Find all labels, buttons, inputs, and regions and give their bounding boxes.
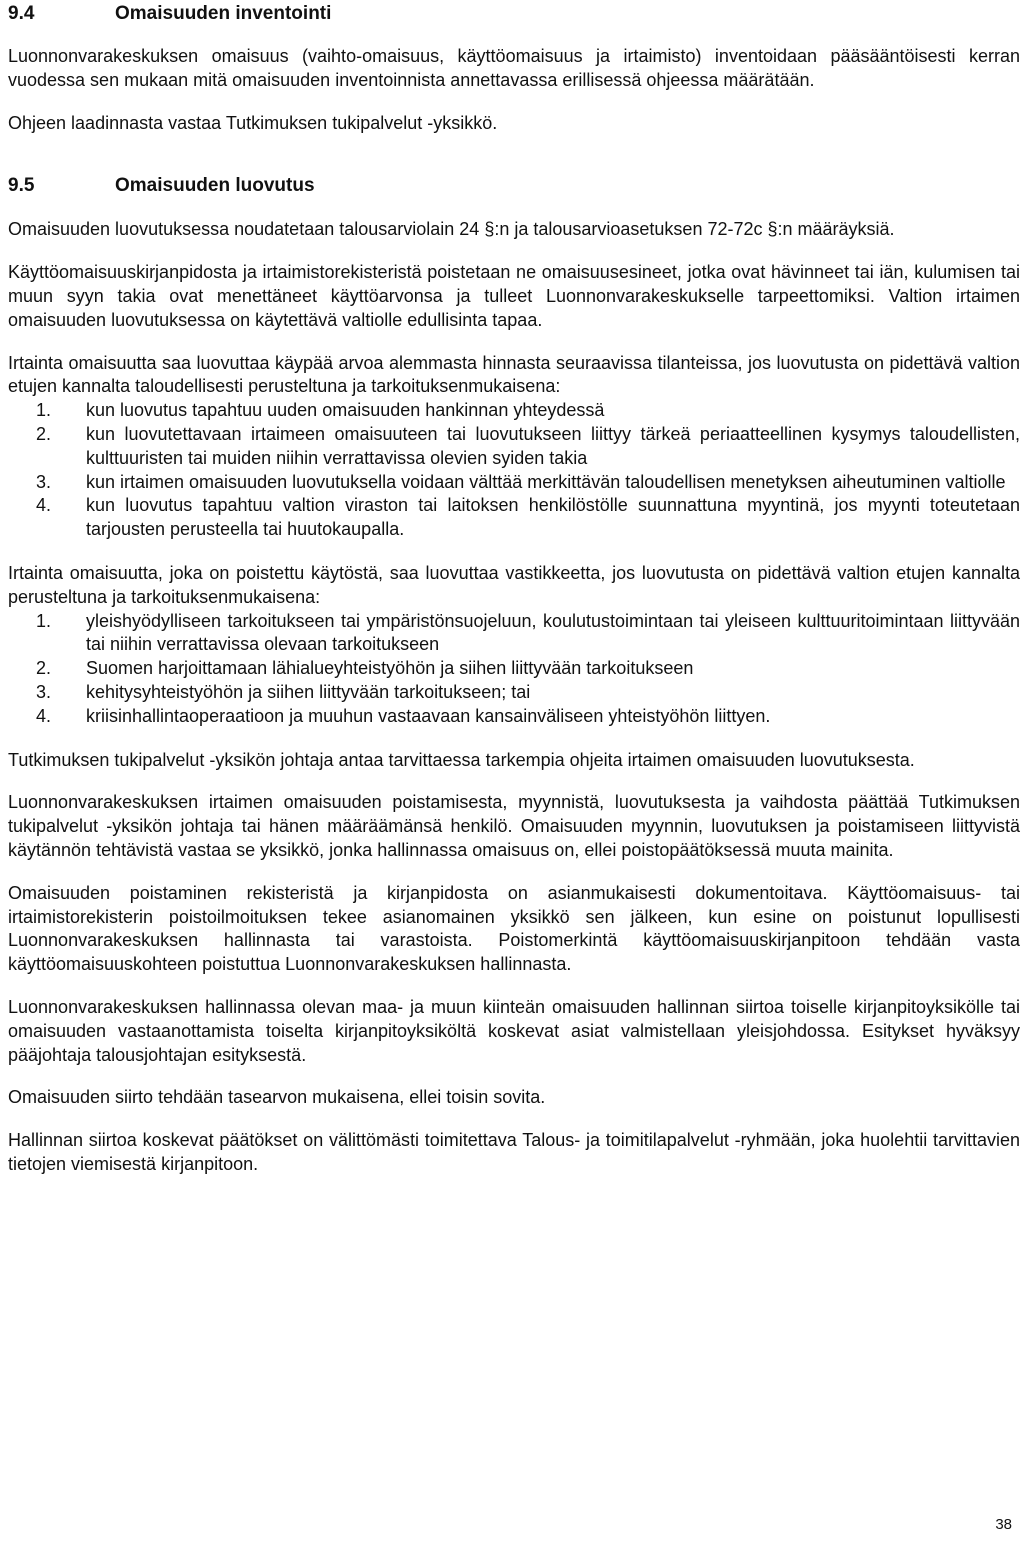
- list-number: 2.: [36, 423, 52, 444]
- list-text: kehitysyhteistyöhön ja siihen liittyvään tarkoitukseen; tai: [86, 681, 531, 702]
- list-number: 3.: [36, 471, 52, 492]
- section-title: Omaisuuden luovutus: [115, 175, 315, 197]
- paragraph: Käyttöomaisuuskirjanpidosta ja irtaimistorekisteristä poistetaan ne omaisuusesineet, jotka ovat hävinneet tai iän, kulumisen tai muun syyn takia ovat menettäneet käyttöarvonsa ja tulleet Luonnonvarakeskukselle tarpeettomiksi. Valtion irtaimen omaisuuden luovutuksessa on käytettävä valtiolle edullisinta tapaa.: [8, 262, 1020, 330]
- list-item: [8, 494, 1020, 542]
- list-text: kun luovutettavaan irtaimeen omaisuuteen tai luovutukseen liittyy tärkeä periaatteellinen kysymys taloudellisten, kulttuuristen tai muiden niihin verrattavissa olevien syiden takia: [86, 423, 1020, 468]
- list-number: 2.: [36, 658, 52, 679]
- list-item: [8, 423, 1020, 471]
- paragraph: Tutkimuksen tukipalvelut -yksikön johtaja antaa tarvittaessa tarkempia ohjeita irtaimen omaisuuden luovutuksesta.: [8, 749, 915, 770]
- paragraph: Irtainta omaisuutta, joka on poistettu käytöstä, saa luovuttaa vastikkeetta, jos luovutusta on pidettävä valtion etujen kannalta perusteltuna ja tarkoituksenmukaisena:: [8, 562, 1020, 607]
- list-item: [8, 681, 1020, 705]
- numbered-list: [8, 610, 1020, 729]
- list-item: [8, 705, 1020, 729]
- paragraph: Ohjeen laadinnasta vastaa Tutkimuksen tukipalvelut -yksikkö.: [8, 112, 498, 133]
- paragraph: Luonnonvarakeskuksen hallinnassa olevan maa- ja muun kiinteän omaisuuden hallinnan siirtoa toiselle kirjanpitoyksikölle tai omaisuuden vastaanottamista toiselta kirjanpitoyksiköltä koskevat asiat valmistellaan yleisjohdossa. Esitykset hyväksyy pääjohtaja talousjohtajan esityksestä.: [8, 996, 1020, 1065]
- list-text: Suomen harjoittamaan lähialueyhteistyöhön ja siihen liittyvään tarkoitukseen: [86, 658, 694, 679]
- document-page: [8, 2, 1020, 1177]
- section-title: Omaisuuden inventointi: [115, 3, 332, 24]
- paragraph: Omaisuuden siirto tehdään tasearvon mukaisena, ellei toisin sovita.: [8, 1087, 546, 1108]
- section-heading-9-4: [8, 2, 1020, 26]
- list-text: kriisinhallintaoperaatioon ja muuhun vastaavaan kansainväliseen yhteistyöhön liittyen.: [86, 705, 771, 726]
- list-number: 4.: [36, 495, 52, 516]
- list-number: 4.: [36, 705, 52, 726]
- paragraph: Luonnonvarakeskuksen omaisuus (vaihto-omaisuus, käyttöomaisuus ja irtaimisto) inventoidaan pääsääntöisesti kerran vuodessa sen mukaan mitä omaisuuden inventoinnista annettavassa erillisessä ohjeessa määrätään.: [8, 46, 1020, 90]
- list-number: 1.: [36, 610, 52, 631]
- paragraph: Omaisuuden luovutuksessa noudatetaan talousarviolain 24 §:n ja talousarvioasetuksen 72-72c §:n määräyksiä.: [8, 219, 895, 240]
- section-number: 9.5: [8, 175, 35, 197]
- paragraph: Omaisuuden poistaminen rekisteristä ja kirjanpidosta on asianmukaisesti dokumentoitava. Käyttöomaisuus- tai irtaimistorekisterin poistoilmoituksen tekee asianomainen yksikkö sen jälkeen, kun esine on poistunut lopullisesti Luonnonvarakeskuksen hallinnasta tai varastoista. Poistomerkintä käyttöomaisuuskirjanpitoon tehdään vasta käyttöomaisuuskohteen poistuttua Luonnonvarakeskuksen hallinnasta.: [8, 882, 1020, 975]
- list-item: [8, 471, 1020, 495]
- section-number: 9.4: [8, 3, 35, 24]
- list-text: kun luovutus tapahtuu valtion viraston tai laitoksen henkilöstölle suunnattuna myyntinä, jos myynti toteutetaan tarjousten perusteella tai huutokaupalla.: [86, 495, 1020, 540]
- list-text: yleishyödylliseen tarkoitukseen tai ympäristönsuojeluun, koulutustoimintaan tai yleiseen kulttuuritoimintaan liittyvään tai niihin verrattavissa olevaan tarkoitukseen: [86, 610, 1020, 655]
- list-item: [8, 657, 1020, 681]
- paragraph: Hallinnan siirtoa koskevat päätökset on välittömästi toimitettava Talous- ja toimitilapalvelut -ryhmään, joka huolehtii tarvittavien tietojen viemisestä kirjanpitoon.: [8, 1130, 1020, 1174]
- list-item: [8, 610, 1020, 658]
- list-item: [8, 399, 1020, 423]
- paragraph: Luonnonvarakeskuksen irtaimen omaisuuden poistamisesta, myynnistä, luovutuksesta ja vaihdosta päättää Tutkimuksen tukipalvelut -yksikön johtaja tai hänen määräämänsä henkilö. Omaisuuden myynnin, luovutuksen ja poistamiseen liittyvistä käytännön tehtävistä vastaa se yksikkö, jonka hallinnassa omaisuus on, ellei poistopäätöksessä muuta mainita.: [8, 792, 1020, 860]
- list-text: kun irtaimen omaisuuden luovutuksella voidaan välttää merkittävän taloudellisen menetyksen aiheutuminen valtiolle: [86, 471, 1006, 492]
- list-text: kun luovutus tapahtuu uuden omaisuuden hankinnan yhteydessä: [86, 400, 605, 421]
- section-heading-9-5: [8, 174, 1020, 198]
- list-number: 1.: [36, 400, 52, 421]
- numbered-list: [8, 399, 1020, 542]
- page-number: 38: [995, 1516, 1012, 1533]
- paragraph: Irtainta omaisuutta saa luovuttaa käypää arvoa alemmasta hinnasta seuraavissa tilanteissa, jos luovutusta on pidettävä valtion etujen kannalta taloudellisesti perusteltuna ja tarkoituksenmukaisena:: [8, 352, 1020, 397]
- list-number: 3.: [36, 681, 52, 702]
